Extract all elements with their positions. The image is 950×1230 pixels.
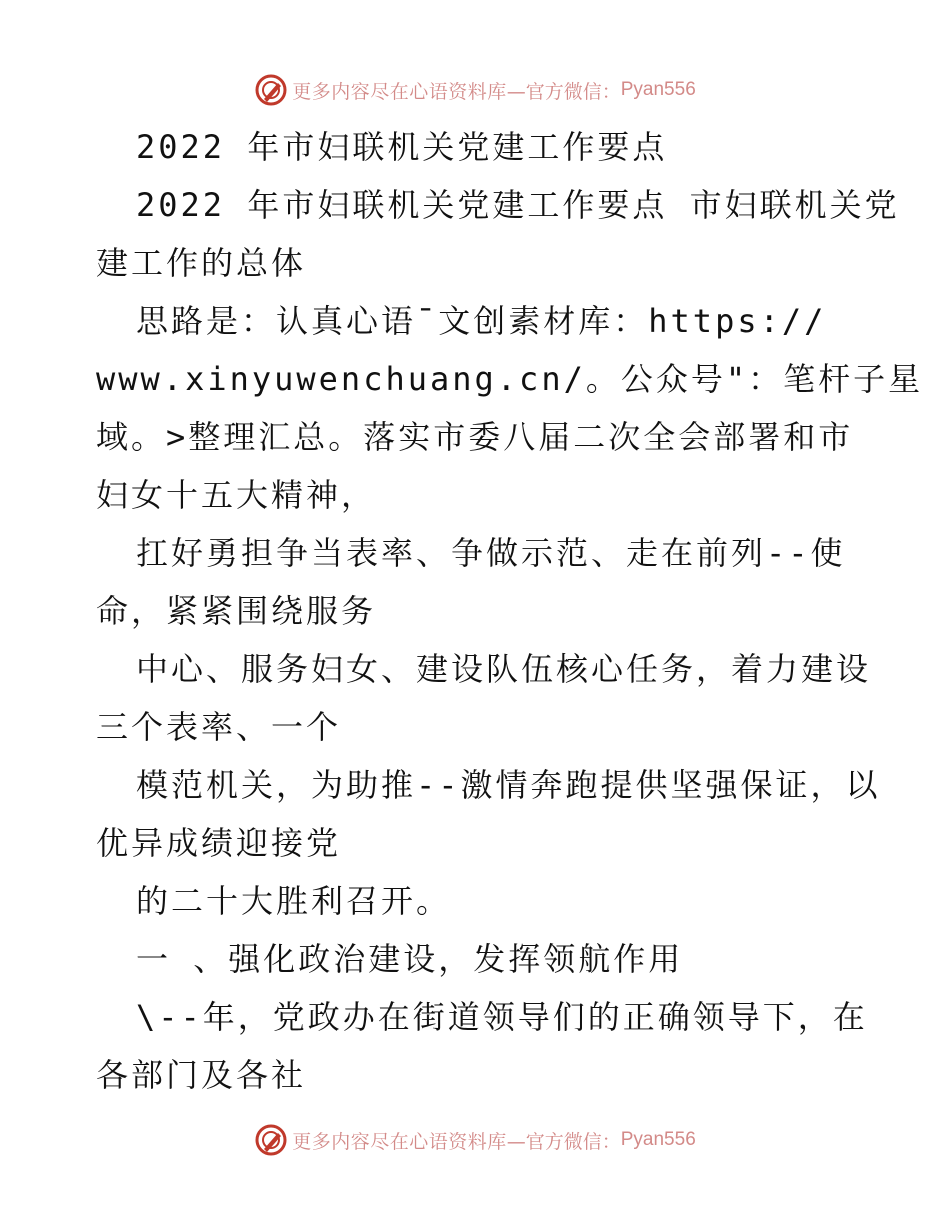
paragraph-line: 的二十大胜利召开。 — [136, 882, 452, 920]
paragraph-line: 2022 年市妇联机关党建工作要点 市妇联机关党 — [136, 186, 900, 224]
footer-banner-id: Pyan556 — [620, 1129, 696, 1150]
paragraph-line: 命，紧紧围绕服务 — [96, 592, 377, 630]
paragraph-line: 模范机关，为助推--激情奔跑提供坚强保证，以 — [136, 766, 881, 804]
paragraph-line: 扛好勇担争当表率、争做示范、走在前列--使 — [136, 534, 846, 572]
paragraph-line: 建工作的总体 — [96, 244, 307, 282]
footer-banner — [0, 1120, 950, 1160]
title-line: 2022 年市妇联机关党建工作要点 — [136, 128, 668, 166]
footer-banner-separator: —官方微信： — [506, 1130, 621, 1153]
paragraph-line: 优异成绩迎接党 — [96, 824, 342, 862]
paragraph-line: 域。>整理汇总。落实市委八届二次全会部署和市 — [96, 418, 854, 456]
pen-logo-icon — [254, 1123, 288, 1157]
paragraph-line: www.xinyuwenchuang.cn/。公众号"：笔杆子星 — [96, 360, 924, 398]
header-banner — [0, 70, 950, 110]
paragraph-line: 各部门及各社 — [96, 1056, 307, 1094]
paragraph-line: 思路是：认真心语¯文创素材库：https:// — [136, 302, 827, 340]
section-heading: 一 、强化政治建设，发挥领航作用 — [136, 940, 684, 978]
header-banner-id: Pyan556 — [620, 79, 696, 100]
pen-logo-icon — [254, 73, 288, 107]
header-banner-separator: —官方微信： — [506, 80, 621, 103]
paragraph-line: 三个表率、一个 — [96, 708, 342, 746]
paragraph-line: \--年，党政办在街道领导们的正确领导下，在 — [136, 998, 868, 1036]
header-banner-text: 更多内容尽在心语资料库 — [292, 80, 507, 103]
paragraph-line: 中心、服务妇女、建设队伍核心任务，着力建设 — [136, 650, 872, 688]
paragraph-line: 妇女十五大精神， — [96, 476, 377, 514]
document-body — [96, 118, 924, 1104]
footer-banner-text: 更多内容尽在心语资料库 — [292, 1130, 507, 1153]
